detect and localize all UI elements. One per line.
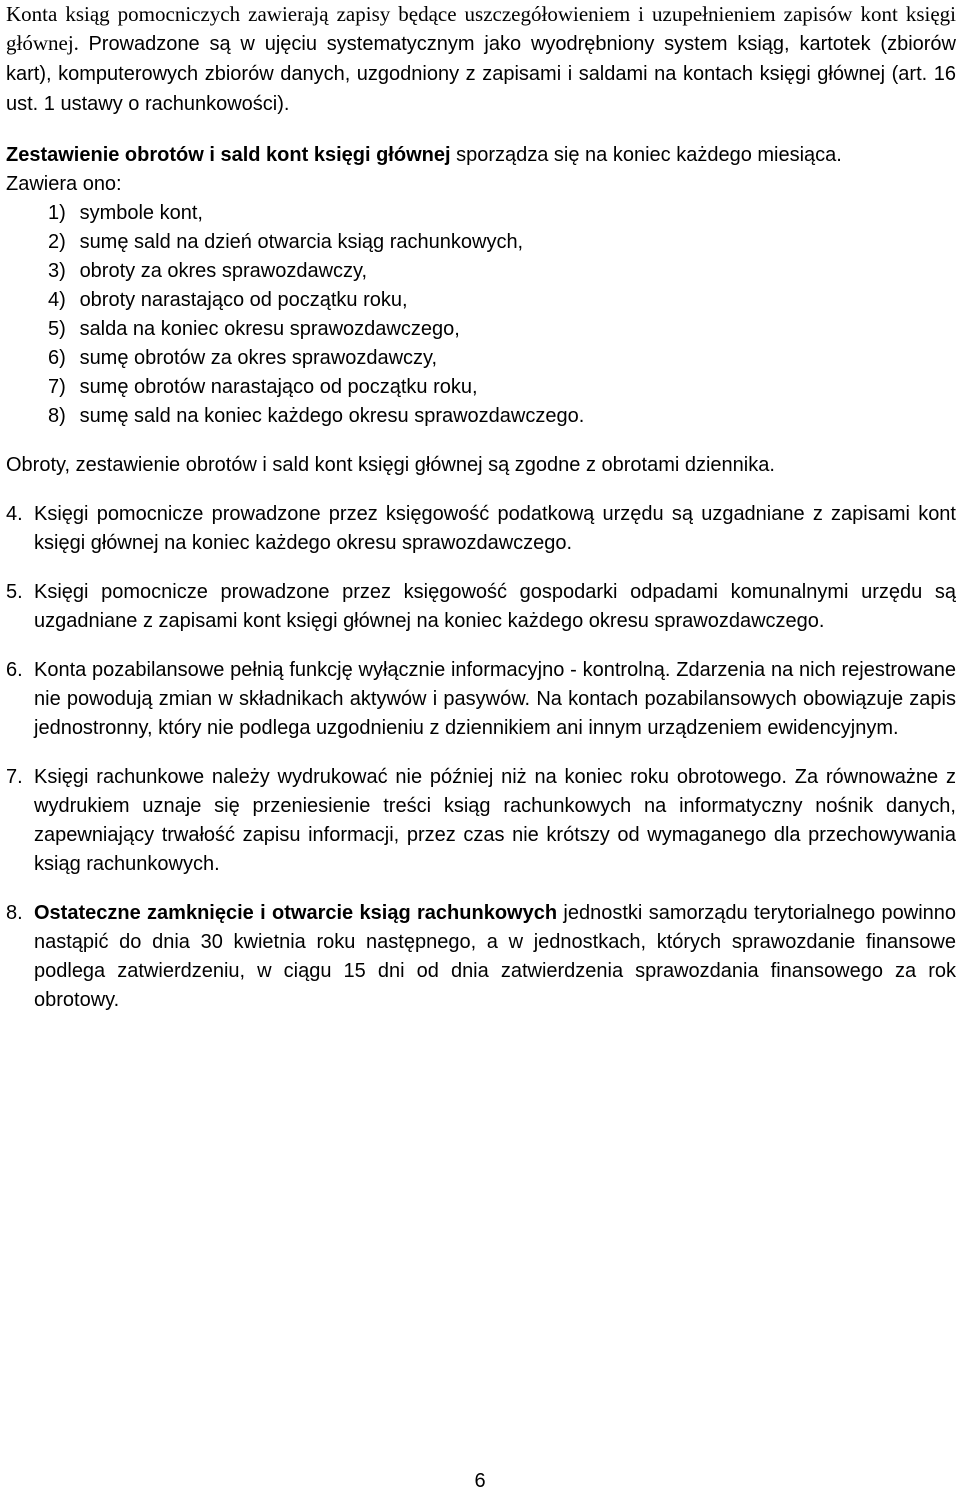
intro-part1: Konta ksiąg pomocniczych zawierają zapisy będące uszczegółowieniem i uzupełnieniem zapisów kont księgi głównej. — [6, 2, 956, 55]
paragraph-text: Księgi pomocnicze prowadzone przez księgowość podatkową urzędu są uzgadniane z zapisami kont księgi głównej na koniec każdego okresu sprawozdawczego. — [34, 503, 956, 554]
paragraph-text: Księgi pomocnicze prowadzone przez księgowość gospodarki odpadami komunalnymi urzędu są uzgadniane z zapisami kont księgi głównej na koniec każdego okresu sprawozdawczego. — [34, 581, 956, 632]
paragraph-text — [34, 899, 956, 1015]
intro-paragraph — [6, 0, 956, 119]
page-number: 6 — [474, 1470, 486, 1492]
document-page — [6, 0, 956, 1015]
paragraph-number: 5. — [6, 581, 23, 603]
paragraph-text: Konta pozabilansowe pełnią funkcję wyłącznie informacyjno - kontrolną. Zdarzenia na nich rejestrowane nie powodują zmian w składnikach aktywów i pasywów. Na kontach pozabilansowych obowiązuje zapis jednostronny, który nie podlega uzgodnieniu z dziennikiem ani innym urządzeniem ewidencyjnym. — [34, 659, 956, 739]
list-item: 6) sumę obrotów za okres sprawozdawczy, — [48, 347, 438, 369]
zestawienie-text: sporządza się na koniec każdego miesiąca. — [450, 144, 842, 166]
paragraph-8 — [6, 899, 956, 1015]
zestawienie-list — [6, 199, 956, 431]
list-item: 2) sumę sald na dzień otwarcia ksiąg rachunkowych, — [48, 231, 524, 253]
paragraph-number: 4. — [6, 503, 23, 525]
list-item: 3) obroty za okres sprawozdawczy, — [48, 260, 368, 282]
list-item: 8) sumę sald na koniec każdego okresu sprawozdawczego. — [48, 405, 585, 427]
intro-part2: Prowadzone są w ujęciu systematycznym jako wyodrębniony system ksiąg, kartotek (zbiorów kart), komputerowych zbiorów danych, uzgodniony z zapisami i saldami na kontach księgi głównej (art. 16 ust. 1 ustawy o rachunkowości). — [6, 33, 956, 115]
zawiera-label: Zawiera ono: — [6, 173, 122, 195]
paragraph-7 — [6, 763, 956, 879]
paragraph-6 — [6, 656, 956, 743]
paragraph-4 — [6, 500, 956, 558]
paragraph-number: 7. — [6, 766, 23, 788]
zestawienie-heading: Zestawienie obrotów i sald kont księgi głównej — [6, 144, 451, 166]
list-item: 5) salda na koniec okresu sprawozdawczego, — [48, 318, 460, 340]
list-item: 1) symbole kont, — [48, 202, 203, 224]
paragraph-text: Księgi rachunkowe należy wydrukować nie później niż na koniec roku obrotowego. Za równoważne z wydrukiem uznaje się przeniesienie treści ksiąg rachunkowych na informatyczny nośnik danych, zapewniający trwałość zapisu informacji, przez czas nie krótszy od wymaganego dla przechowywania ksiąg rachunkowych. — [34, 766, 956, 875]
list-item: 7) sumę obrotów narastająco od początku roku, — [48, 376, 478, 398]
paragraph-8-bold: Ostateczne zamknięcie i otwarcie ksiąg rachunkowych — [34, 902, 558, 924]
obroty-paragraph: Obroty, zestawienie obrotów i sald kont księgi głównej są zgodne z obrotami dziennika. — [6, 454, 775, 476]
paragraph-8-rest: jednostki samorządu terytorialnego powinno nastąpić do dnia 30 kwietnia roku następnego, a w jednostkach, których sprawozdanie finansowe podlega zatwierdzeniu, w ciągu 15 dni od dnia zatwierdzenia sprawozdania finansowego za rok obrotowy. — [34, 902, 957, 1011]
paragraph-5 — [6, 578, 956, 636]
paragraph-number: 8. — [6, 902, 23, 924]
list-item: 4) obroty narastająco od początku roku, — [48, 289, 408, 311]
zestawienie-paragraph — [6, 141, 956, 170]
paragraph-number: 6. — [6, 659, 23, 681]
